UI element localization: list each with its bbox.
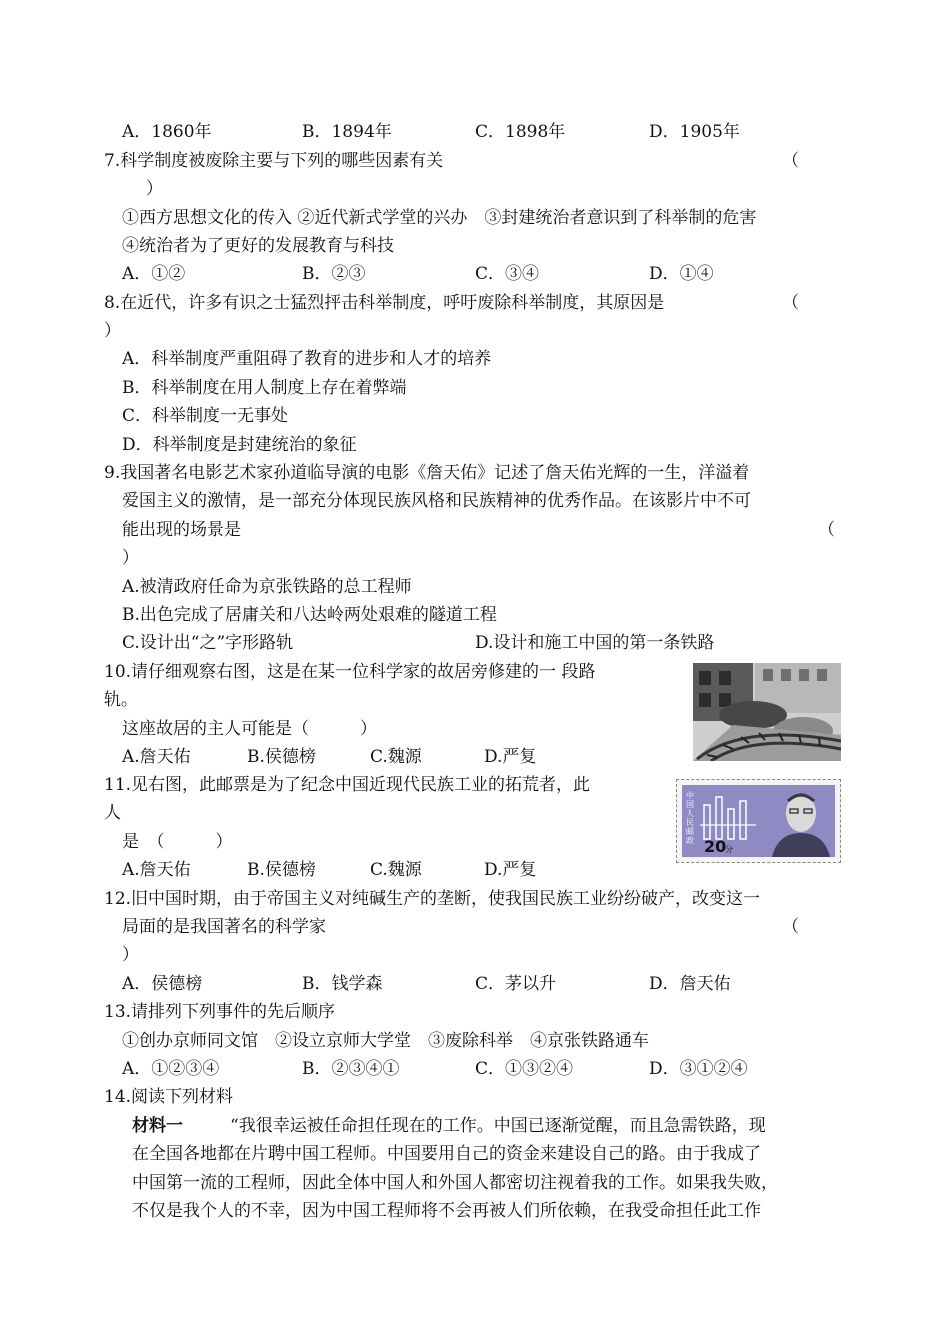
q11-option-b: B.侯德榜 [247,860,316,880]
stamp-value: 20 [704,837,727,856]
q14-material-label: 材料一 [132,1116,183,1136]
q6-option-c: C．1898年 [475,122,566,142]
q12-stem-line-2: 局面的是我国著名的科学家 [122,917,326,937]
q12-answer-paren-open: （ [782,917,799,937]
q14-stem: 14.阅读下列材料 [104,1087,234,1107]
q9-stem-line-2: 爱国主义的激情，是一部充分体现民族风格和民族精神的优秀作品。在该影片中不可 [122,491,751,511]
q11-option-a: A.詹天佑 [122,860,191,880]
q12-option-c: C．茅以升 [475,974,557,994]
q11-option-c: C.魏源 [370,860,422,880]
q13-statement: ①创办京师同文馆 ②设立京师大学堂 ③废除科举 ④京张铁路通车 [122,1031,649,1051]
q12-stem-line-1: 12.旧中国时期，由于帝国主义对纯碱生产的垄断，使我国民族工业纷纷破产，改变这一 [104,889,761,909]
q8-option-d: D．科举制度是封建统治的象征 [122,435,357,455]
portrait [770,787,832,857]
q9-option-a: A.被清政府任命为京张铁路的总工程师 [122,577,412,597]
q9-option-b: B.出色完成了居庸关和八达岭两处艰难的隧道工程 [122,605,497,625]
q12-option-d: D．詹天佑 [649,974,731,994]
q7-answer-paren-open: （ [782,151,799,171]
q7-stem: 7.科学制度被废除主要与下列的哪些因素有关 [104,151,444,171]
stamp-unit: 分 [725,845,733,854]
residence-railway-photo [693,663,841,761]
q9-option-c: C.设计出“之”字形路轨 [122,633,294,653]
q14-material-line-1: “我很幸运被任命担任现在的工作。中国已逐渐觉醒，而且急需铁路，现 [230,1116,766,1136]
q8-option-c: C．科举制度一无事处 [122,406,289,426]
q9-stem-line-1: 9.我国著名电影艺术家孙道临导演的电影《詹天佑》记述了詹天佑光辉的一生，洋溢着 [104,463,750,483]
q7-option-a: A．①② [122,264,186,284]
q14-material-line-3: 中国第一流的工程师，因此全体中国人和外国人都密切注视着我的工作。如果我失败， [132,1173,778,1193]
q9-stem-line-3: 能出现的场景是 [122,520,241,540]
q11-option-d: D.严复 [484,860,537,880]
q13-option-b: B．②③④① [302,1059,400,1079]
q8-option-a: A．科举制度严重阻碍了教育的进步和人才的培养 [122,349,492,369]
q8-stem: 8.在近代，许多有识之士猛烈抨击科举制度，呼吁废除科举制度，其原因是 [104,293,665,313]
q10-stem-line-2: 轨。 [104,690,138,710]
stamp-country-label: 中国人民邮政 [686,791,694,845]
q7-statement-1: ①西方思想文化的传入 ②近代新式学堂的兴办 ③封建统治者意识到了科举制的危害 [122,208,757,228]
q10-option-b: B.侯德榜 [247,747,316,767]
q11-stem-line-1: 11.见右图，此邮票是为了纪念中国近现代民族工业的拓荒者，此 [104,775,591,795]
q8-option-b: B．科举制度在用人制度上存在着弊端 [122,378,407,398]
q9-option-d: D.设计和施工中国的第一条铁路 [475,633,715,653]
q8-answer-paren-open: （ [782,293,799,313]
q7-statement-2: ④统治者为了更好的发展教育与科技 [122,236,394,256]
q14-material-line-2: 在全国各地都在片聘中国工程师。中国要用自己的资金来建设自己的路。由于我成了 [132,1144,761,1164]
q12-answer-paren-close: ） [122,945,139,965]
q13-option-a: A．①②③④ [122,1059,220,1079]
q11-stem-line-2: 人 [104,803,121,823]
commemorative-stamp [676,779,841,863]
q13-stem: 13.请排列下列事件的先后顺序 [104,1002,336,1022]
q12-option-b: B．钱学森 [302,974,383,994]
q9-answer-paren-close: ） [122,548,139,568]
q7-answer-paren-close: ） [146,179,163,199]
stamp-face [682,785,835,857]
q6-option-a: A．1860年 [122,122,212,142]
q14-material-line-4: 不仅是我个人的不幸，因为中国工程师将不会再被人们所依赖，在我受命担任此工作 [132,1201,761,1221]
q10-stem-line-1: 10.请仔细观察右图，这是在某一位科学家的故居旁修建的一 段路 [104,662,596,682]
q6-option-b: B．1894年 [302,122,392,142]
q12-option-a: A．侯德榜 [122,974,203,994]
q6-option-d: D．1905年 [649,122,740,142]
q13-option-c: C．①③②④ [475,1059,574,1079]
q10-option-a: A.詹天佑 [122,747,191,767]
q11-stem-line-3: 是 （ ） [122,832,233,852]
q9-answer-paren-open: （ [818,520,835,540]
q8-answer-paren-close: ） [104,321,121,341]
q13-option-d: D．③①②④ [649,1059,748,1079]
q10-option-c: C.魏源 [370,747,422,767]
q10-stem-line-3: 这座故居的主人可能是（ ） [122,719,377,739]
q7-option-b: B．②③ [302,264,366,284]
q10-option-d: D.严复 [484,747,537,767]
factory-drawing-icon [700,791,758,841]
residence-railway-photo-drawing [693,663,841,761]
q7-option-d: D．①④ [649,264,714,284]
q7-option-c: C．③④ [475,264,540,284]
